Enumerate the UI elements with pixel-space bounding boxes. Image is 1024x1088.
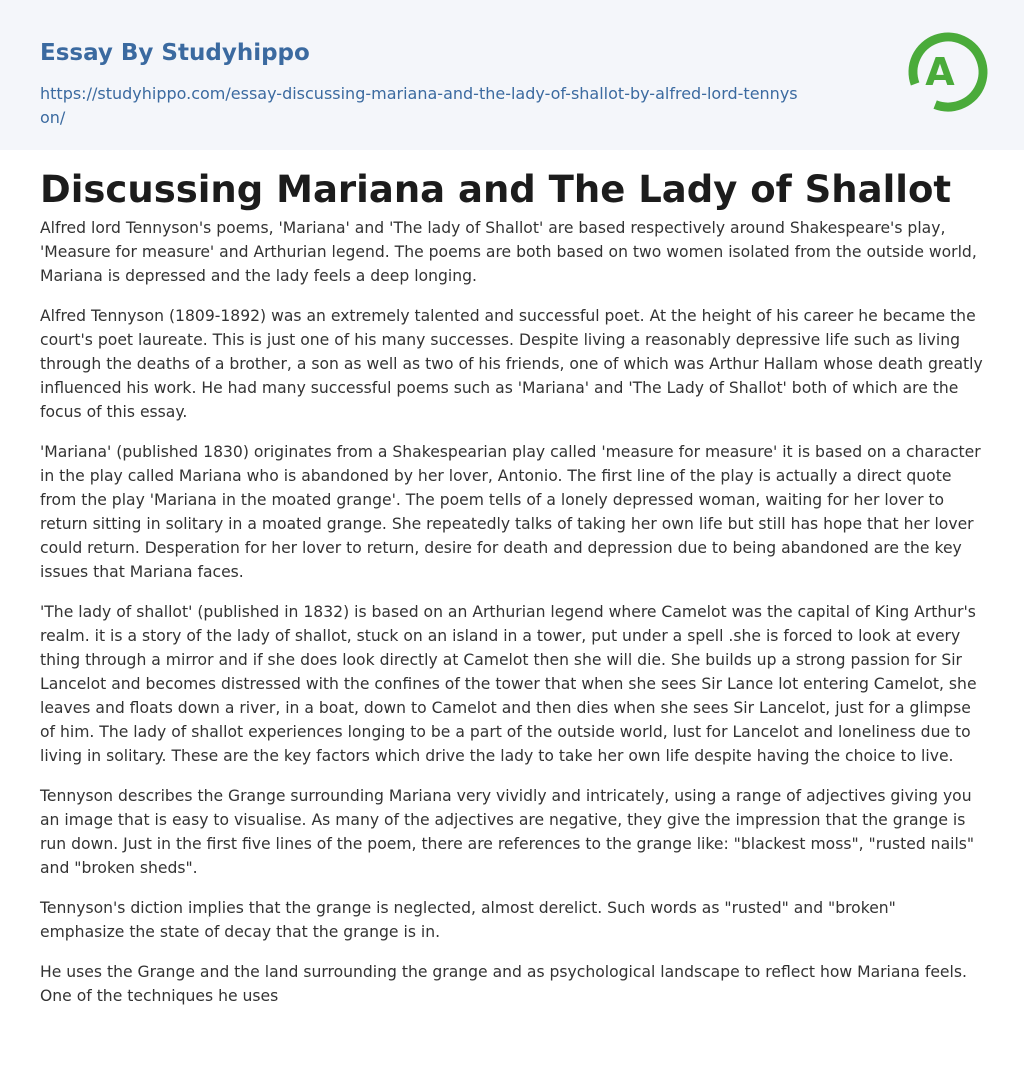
essay-url-link[interactable]: https://studyhippo.com/essay-discussing-mariana-and-the-lady-of-shallot-by-alfred-lord-tennyson/ [40, 84, 798, 127]
paragraph: He uses the Grange and the land surrounding the grange and as psychological landscape to reflect how Mariana feels. One of the techniques he uses [40, 963, 967, 1005]
article-title: Discussing Mariana and The Lady of Shallot [40, 168, 952, 211]
paragraph: 'The lady of shallot' (published in 1832) is based on an Arthurian legend where Camelot was the capital of King Arthur's realm. it is a story of the lady of shallot, stuck on an island in a tower, put under a spell .she is forced to look at every thing through a mirror and if she does look directly at Camelot then she will die. She builds up a strong passion for Sir Lancelot and becomes distressed with the confines of the tower that when she sees Sir Lance lot entering Camelot, she leaves and floats down a river, in a boat, down to Camelot and then dies when she sees Sir Lancelot, just for a glimpse of him. The lady of shallot experiences longing to be a part of the outside world, lust for Lancelot and loneliness due to living in solitary. These are the key factors which drive the lady to take her own life despite having the choice to live. [40, 603, 977, 765]
paragraph: Tennyson's diction implies that the grange is neglected, almost derelict. Such words as "rusted" and "broken" emphasize the state of decay that the grange is in. [40, 899, 896, 941]
logo-letter: A [925, 50, 955, 94]
paragraph: 'Mariana' (published 1830) originates from a Shakespearian play called 'measure for measure' it is based on a character in the play called Mariana who is abandoned by her lover, Antonio. The first line of the play is actually a direct quote from the play 'Mariana in the moated grange'. The poem tells of a lonely depressed woman, waiting for her lover to return sitting in solitary in a moated grange. She repeatedly talks of taking her own life but still has hope that her lover could return. Desperation for her lover to return, desire for death and depression due to being abandoned are the key issues that Mariana faces. [40, 443, 981, 581]
site-header [0, 0, 1024, 150]
paragraph: Alfred lord Tennyson's poems, 'Mariana' and 'The lady of Shallot' are based respectively around Shakespeare's play, 'Measure for measure' and Arthurian legend. The poems are both based on two women isolated from the outside world, Mariana is depressed and the lady feels a deep longing. [40, 219, 977, 285]
paragraph: Tennyson describes the Grange surrounding Mariana very vividly and intricately, using a range of adjectives giving you an image that is easy to visualise. As many of the adjectives are negative, they give the impression that the grange is run down. Just in the first five lines of the poem, there are references to the grange like: "blackest moss", "rusted nails" and "broken sheds". [40, 787, 975, 877]
studyhippo-logo-icon[interactable] [908, 28, 988, 116]
article [40, 168, 984, 1024]
site-brand[interactable]: Essay By Studyhippo [40, 40, 310, 66]
paragraph: Alfred Tennyson (1809-1892) was an extremely talented and successful poet. At the height of his career he became the court's poet laureate. This is just one of his many successes. Despite living a reasonably depressive life such as living through the deaths of a brother, a son as well as two of his friends, one of which was Arthur Hallam whose death greatly influenced his work. He had many successful poems such as 'Mariana' and 'The Lady of Shallot' both of which are the focus of this essay. [40, 307, 983, 421]
